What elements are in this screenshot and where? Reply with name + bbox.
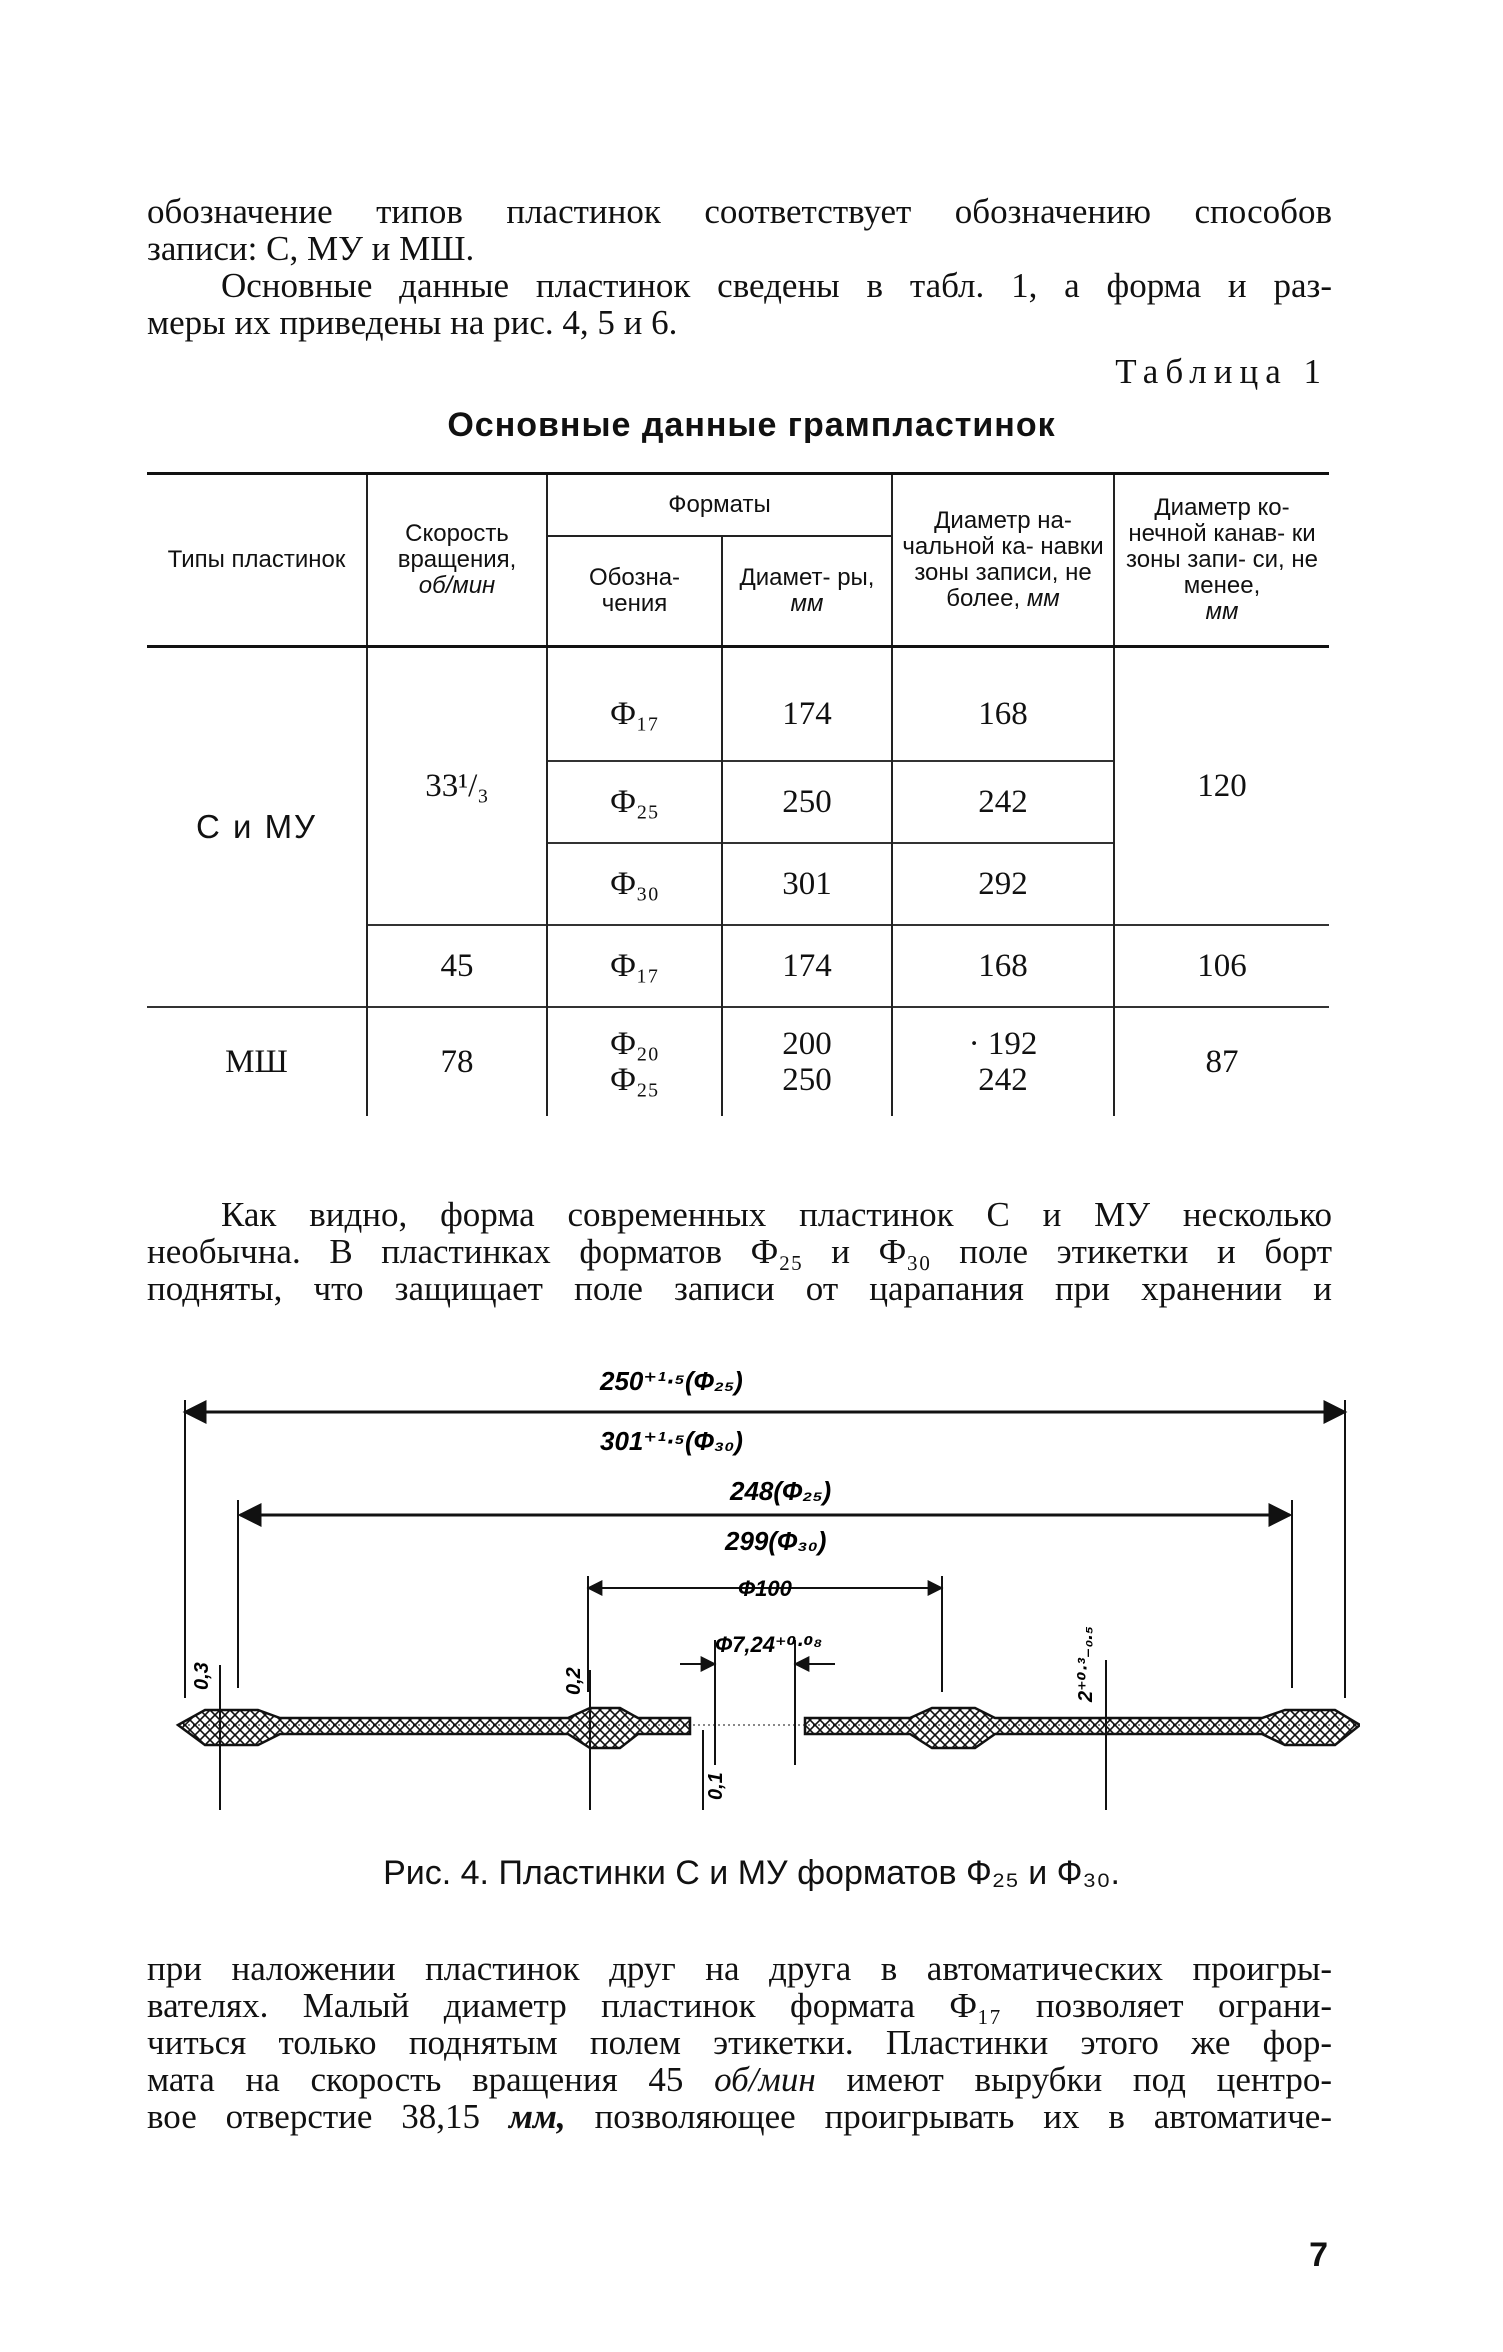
bottom-line-1: при наложении пластинок друг на друга в автоматических проигры- bbox=[147, 1949, 1332, 1988]
bottom-line-4-unit: об/мин bbox=[714, 2060, 816, 2099]
header-diameter bbox=[722, 536, 892, 647]
cell-s292: 292 bbox=[892, 843, 1114, 925]
disc-section-right bbox=[805, 1708, 1360, 1748]
bottom-line-2: вателях. Малый диаметр пластинок формата Ф₁₇ позволяет ограни- bbox=[147, 1986, 1332, 2025]
cell-s168b: 168 bbox=[892, 925, 1114, 1007]
cell-d250b: 250 bbox=[782, 1062, 832, 1098]
intro-paragraph bbox=[147, 193, 1332, 341]
header-designation: Обозна- чения bbox=[547, 536, 722, 647]
header-start-groove-unit: мм bbox=[1026, 585, 1060, 612]
cell-s192-s242 bbox=[892, 1007, 1114, 1116]
cell-f25b: Ф₂₅ bbox=[609, 1062, 660, 1098]
dim-248: 248(Ф₂₅) bbox=[730, 1476, 832, 1506]
cell-f20-f25 bbox=[547, 1007, 722, 1116]
cell-e106: 106 bbox=[1114, 925, 1329, 1007]
mid-paragraph bbox=[147, 1196, 1332, 1307]
cell-f25: Ф₂₅ bbox=[547, 761, 722, 843]
figure-caption: Рис. 4. Пластинки С и МУ форматов Ф₂₅ и Ф₃₀. bbox=[383, 1854, 1120, 1892]
dim-100: Ф100 bbox=[738, 1576, 792, 1601]
cell-s242b: 242 bbox=[978, 1062, 1028, 1098]
dim-0-3: 0,3 bbox=[191, 1662, 213, 1690]
page-number: 7 bbox=[1309, 2236, 1328, 2274]
header-diameter-unit: мм bbox=[790, 590, 824, 617]
header-start-groove-text: Диаметр на- чальной ка- навки зоны записи, не более, bbox=[902, 507, 1104, 612]
table-row bbox=[147, 647, 1329, 762]
dim-hole: Ф7,24⁺⁰·⁰⁸ bbox=[715, 1632, 823, 1657]
bottom-line-5 bbox=[147, 2098, 1332, 2135]
dim-299: 299(Ф₃₀) bbox=[725, 1526, 827, 1556]
cell-s242: 242 bbox=[892, 761, 1114, 843]
dim-0-2: 0,2 bbox=[563, 1667, 585, 1695]
header-formats: Форматы bbox=[547, 474, 892, 537]
table-title: Основные данные грампластинок bbox=[447, 406, 1056, 444]
bottom-line-4-b: имеют вырубки под центро- bbox=[846, 2060, 1333, 2099]
cell-d250: 250 bbox=[722, 761, 892, 843]
intro-line-3: Основные данные пластинок сведены в табл. 1, а форма и раз- bbox=[221, 266, 1332, 305]
cell-f20: Ф₂₀ bbox=[609, 1026, 660, 1062]
header-end-groove-unit: мм bbox=[1205, 598, 1239, 625]
cell-d200: 200 bbox=[782, 1026, 832, 1062]
cell-s168: 168 bbox=[892, 647, 1114, 762]
mid-line-3: подняты, что защищает поле записи от царапания при хранении и bbox=[147, 1269, 1332, 1308]
dim-250: 250⁺¹·⁵(Ф₂₅) bbox=[600, 1366, 743, 1396]
bottom-line-5-b: позволяющее проигрывать их в автоматиче- bbox=[594, 2097, 1332, 2136]
bottom-paragraph bbox=[147, 1950, 1332, 2135]
cell-d174b: 174 bbox=[722, 925, 892, 1007]
dim-2: 2⁺⁰·³₋₀.₅ bbox=[1075, 1626, 1097, 1702]
bottom-line-5-unit: мм, bbox=[508, 2097, 566, 2136]
cell-speed-33: 33¹/₃ bbox=[367, 647, 547, 926]
cell-d301: 301 bbox=[722, 843, 892, 925]
bottom-line-4 bbox=[147, 2061, 1332, 2098]
record-cross-section-figure bbox=[170, 1340, 1360, 1820]
bottom-line-3: читься только поднятым полем этикетки. Пластинки этого же фор- bbox=[147, 2023, 1332, 2062]
cell-e120: 120 bbox=[1114, 647, 1329, 926]
bottom-line-5-a: вое отверстие 38,15 bbox=[147, 2097, 481, 2136]
mid-line-2: необычна. В пластинках форматов Ф₂₅ и Ф₃₀ поле этикетки и борт bbox=[147, 1232, 1332, 1271]
cell-f17: Ф₁₇ bbox=[547, 647, 722, 762]
header-speed-unit: об/мин bbox=[418, 572, 496, 599]
cell-d200-d250 bbox=[722, 1007, 892, 1116]
header-types: Типы пластинок bbox=[147, 474, 367, 647]
intro-line-2: записи: С, МУ и МШ. bbox=[147, 229, 475, 268]
mid-line-1: Как видно, форма современных пластинок С и МУ несколько bbox=[221, 1195, 1332, 1234]
dim-0-1: 0,1 bbox=[705, 1772, 727, 1800]
cell-type-c-mu: С и МУ bbox=[147, 647, 367, 1008]
header-speed bbox=[367, 474, 547, 647]
cell-f17b: Ф₁₇ bbox=[547, 925, 722, 1007]
intro-line-4: меры их приведены на рис. 4, 5 и 6. bbox=[147, 303, 678, 342]
disc-section-left bbox=[178, 1708, 690, 1748]
cell-speed-78: 78 bbox=[367, 1007, 547, 1116]
cell-e87: 87 bbox=[1114, 1007, 1329, 1116]
table-label: Таблица 1 bbox=[1115, 352, 1328, 391]
cell-d174: 174 bbox=[722, 647, 892, 762]
intro-line-1: обозначение типов пластинок соответствует обозначению способов bbox=[147, 192, 1332, 231]
header-end-groove bbox=[1114, 474, 1329, 647]
bottom-line-4-a: мата на скорость вращения 45 bbox=[147, 2060, 684, 2099]
table-row bbox=[147, 1007, 1329, 1116]
dim-301: 301⁺¹·⁵(Ф₃₀) bbox=[600, 1426, 743, 1456]
cell-f30: Ф₃₀ bbox=[547, 843, 722, 925]
header-start-groove bbox=[892, 474, 1114, 647]
cell-type-msh: МШ bbox=[147, 1007, 367, 1116]
header-end-groove-text: Диаметр ко- нечной канав- ки зоны запи- си, не менее, bbox=[1125, 494, 1318, 599]
header-diameter-text: Диамет- ры, bbox=[739, 564, 875, 591]
cell-s192: · 192 bbox=[968, 1026, 1038, 1062]
header-speed-text: Скорость вращения, bbox=[397, 520, 517, 573]
records-data-table bbox=[147, 472, 1329, 1116]
cell-speed-45: 45 bbox=[367, 925, 547, 1007]
